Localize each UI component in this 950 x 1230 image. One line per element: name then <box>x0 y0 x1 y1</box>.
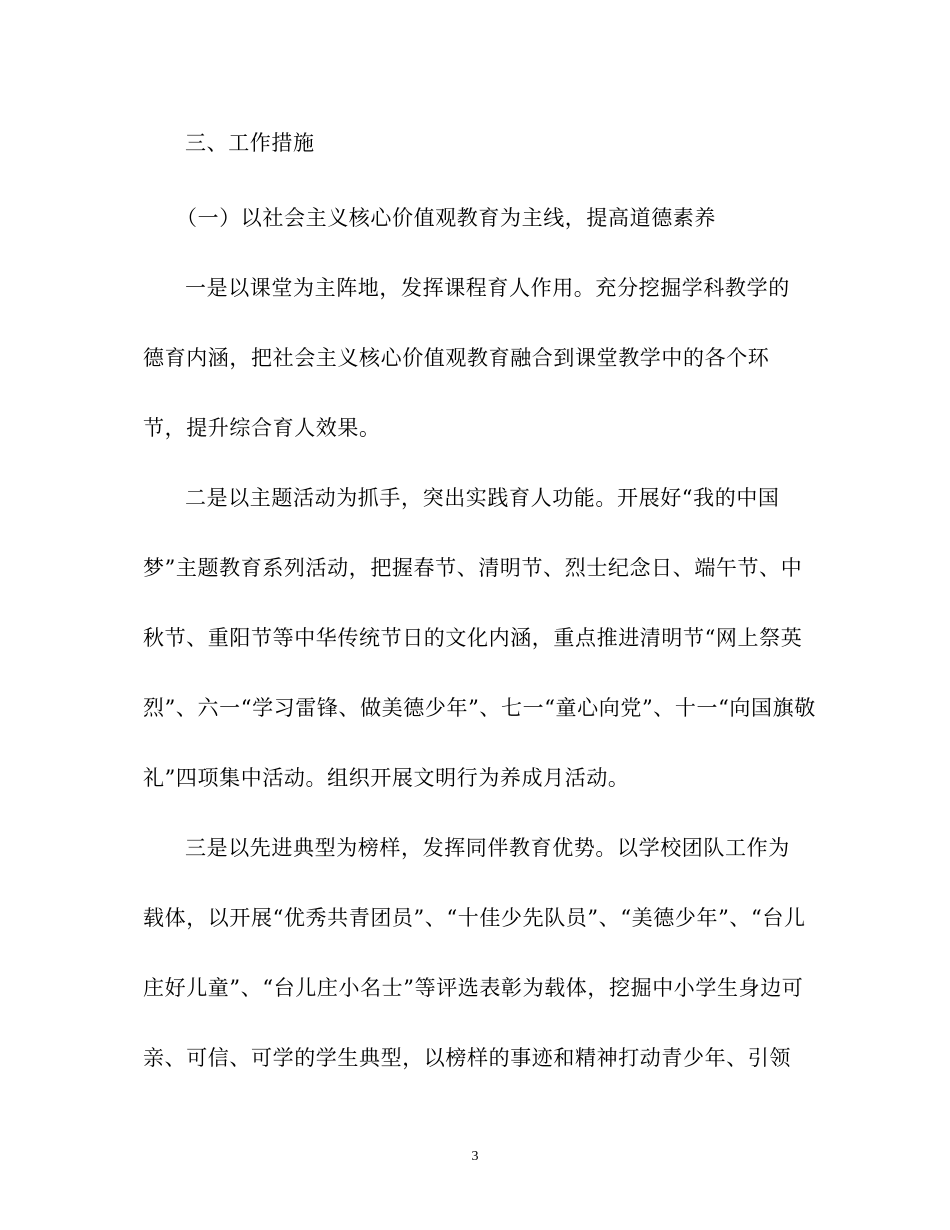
paragraph-line: 梦”主题教育系列活动，把握春节、清明节、烈士纪念日、端午节、中 <box>143 556 803 580</box>
page-number: 3 <box>471 1149 479 1164</box>
paragraph-line: 一是以课堂为主阵地，发挥课程育人作用。充分挖掘学科教学的 <box>185 276 790 300</box>
paragraph-line: 德育内涵，把社会主义核心价值观教育融合到课堂教学中的各个环 <box>143 346 770 370</box>
paragraph-line: 二是以主题活动为抓手，突出实践育人功能。开展好“我的中国 <box>185 486 780 510</box>
paragraph-line: 秋节、重阳节等中华传统节日的文化内涵，重点推进清明节“网上祭英 <box>143 626 803 650</box>
paragraph-line: 礼”四项集中活动。组织开展文明行为养成月活动。 <box>143 766 630 790</box>
paragraph-line: 三是以先进典型为榜样，发挥同伴教育优势。以学校团队工作为 <box>185 836 790 860</box>
subsection-heading: （一）以社会主义核心价值观教育为主线，提高道德素养 <box>176 206 716 230</box>
paragraph-line: 烈”、六一“学习雷锋、做美德少年”、七一“童心向党”、十一“向国旗敬 <box>143 696 816 720</box>
paragraph-line: 亲、可信、可学的学生典型，以榜样的事迹和精神打动青少年、引领 <box>143 1046 791 1070</box>
paragraph-line: 节，提升综合育人效果。 <box>143 416 381 440</box>
paragraph-line: 载体，以开展“优秀共青团员”、“十佳少先队员”、“美德少年”、“台儿 <box>143 906 806 930</box>
paragraph-line: 庄好儿童”、“台儿庄小名士”等评选表彰为载体，挖掘中小学生身边可 <box>143 976 804 1000</box>
section-heading: 三、工作措施 <box>185 131 315 155</box>
